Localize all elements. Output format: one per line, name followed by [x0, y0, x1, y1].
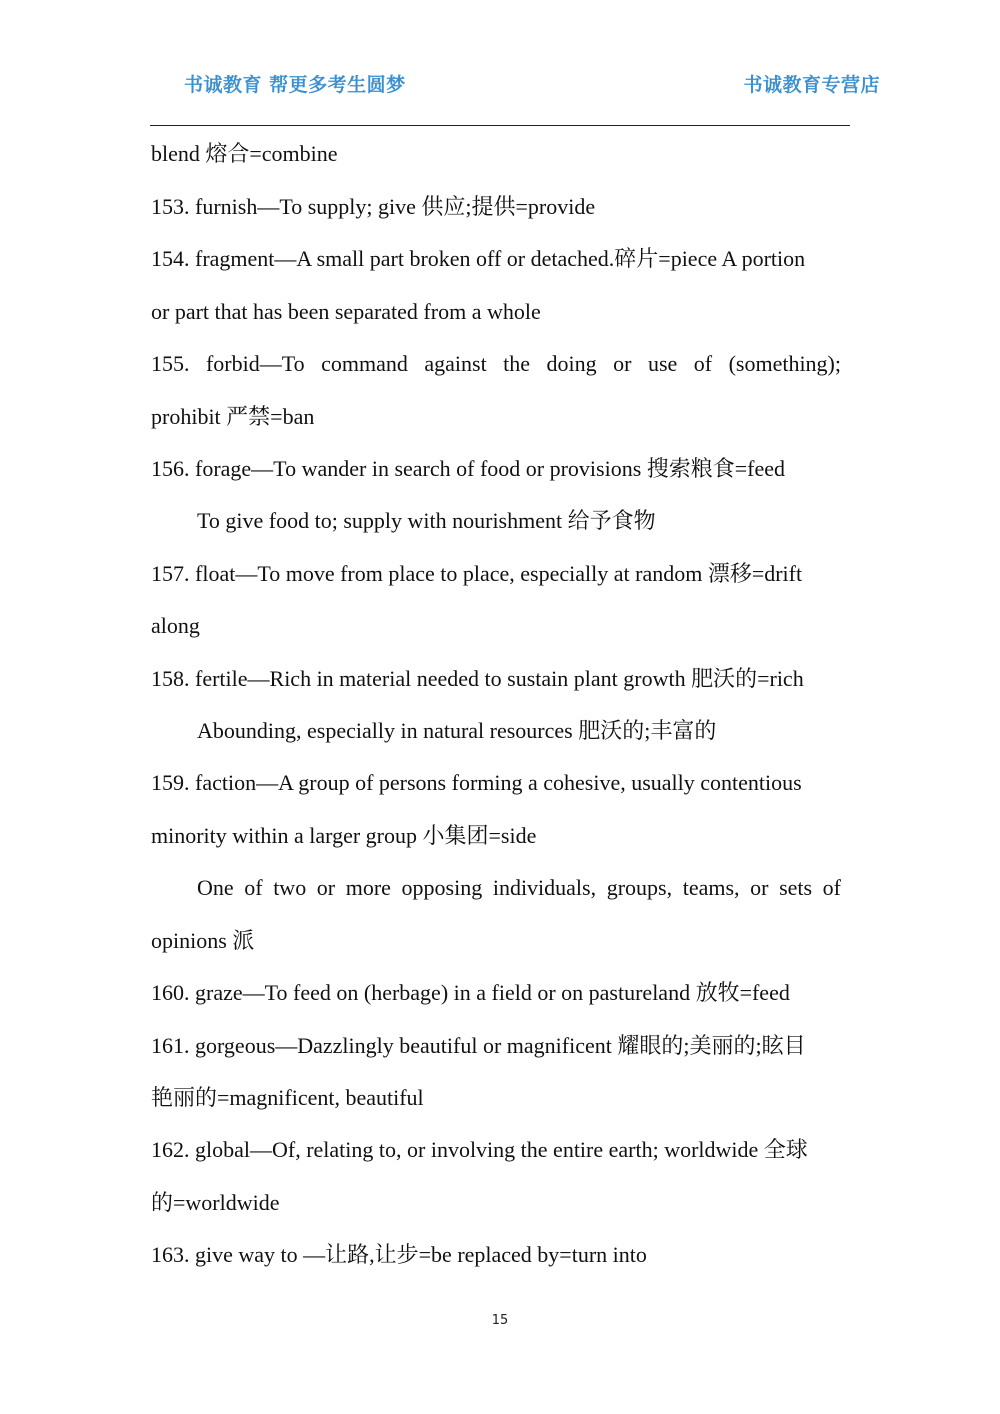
header-divider	[150, 125, 850, 126]
entry-line: 161. gorgeous—Dazzlingly beautiful or magnificent 耀眼的;美丽的;眩目	[151, 1033, 806, 1058]
entry-line: To give food to; supply with nourishment 给予食物	[197, 508, 656, 533]
entry-line: Abounding, especially in natural resources 肥沃的;丰富的	[197, 718, 717, 743]
entry-line: 162. global—Of, relating to, or involving the entire earth; worldwide 全球	[151, 1137, 808, 1162]
entry-line: opinions 派	[151, 928, 255, 953]
entry-line: 艳丽的=magnificent, beautiful	[151, 1085, 424, 1110]
entry-line: 160. graze—To feed on (herbage) in a field or on pastureland 放牧=feed	[151, 980, 790, 1005]
entry-line: 158. fertile—Rich in material needed to sustain plant growth 肥沃的=rich	[151, 666, 804, 691]
entry-line: 159. faction—A group of persons forming a cohesive, usually contentious	[151, 770, 802, 795]
entry-line: 156. forage—To wander in search of food or provisions 搜索粮食=feed	[151, 456, 786, 481]
entry-line: 的=worldwide	[151, 1190, 280, 1215]
entry-line: 157. float—To move from place to place, especially at random 漂移=drift	[151, 561, 803, 586]
entry-line: along	[151, 613, 200, 638]
entry-line: minority within a larger group 小集团=side	[151, 823, 537, 848]
entry-line: 153. furnish—To supply; give 供应;提供=provide	[151, 194, 596, 219]
page-header	[150, 70, 880, 100]
page-number: 15	[491, 1313, 509, 1328]
entry-line: or part that has been separated from a whole	[151, 299, 541, 324]
header-slogan: 书诚教育 帮更多考生圆梦	[184, 74, 406, 96]
entry-line: prohibit 严禁=ban	[151, 404, 315, 429]
entry-line: blend 熔合=combine	[151, 141, 338, 166]
entry-line: 163. give way to —让路,让步=be replaced by=turn into	[151, 1242, 647, 1267]
entry-line: One of two or more opposing individuals, groups, teams, or sets of	[197, 875, 841, 900]
header-store-name: 书诚教育专营店	[743, 74, 880, 96]
entry-line: 155. forbid—To command against the doing or use of (something);	[151, 351, 841, 376]
entry-line: 154. fragment—A small part broken off or detached.碎片=piece A portion	[151, 246, 806, 271]
